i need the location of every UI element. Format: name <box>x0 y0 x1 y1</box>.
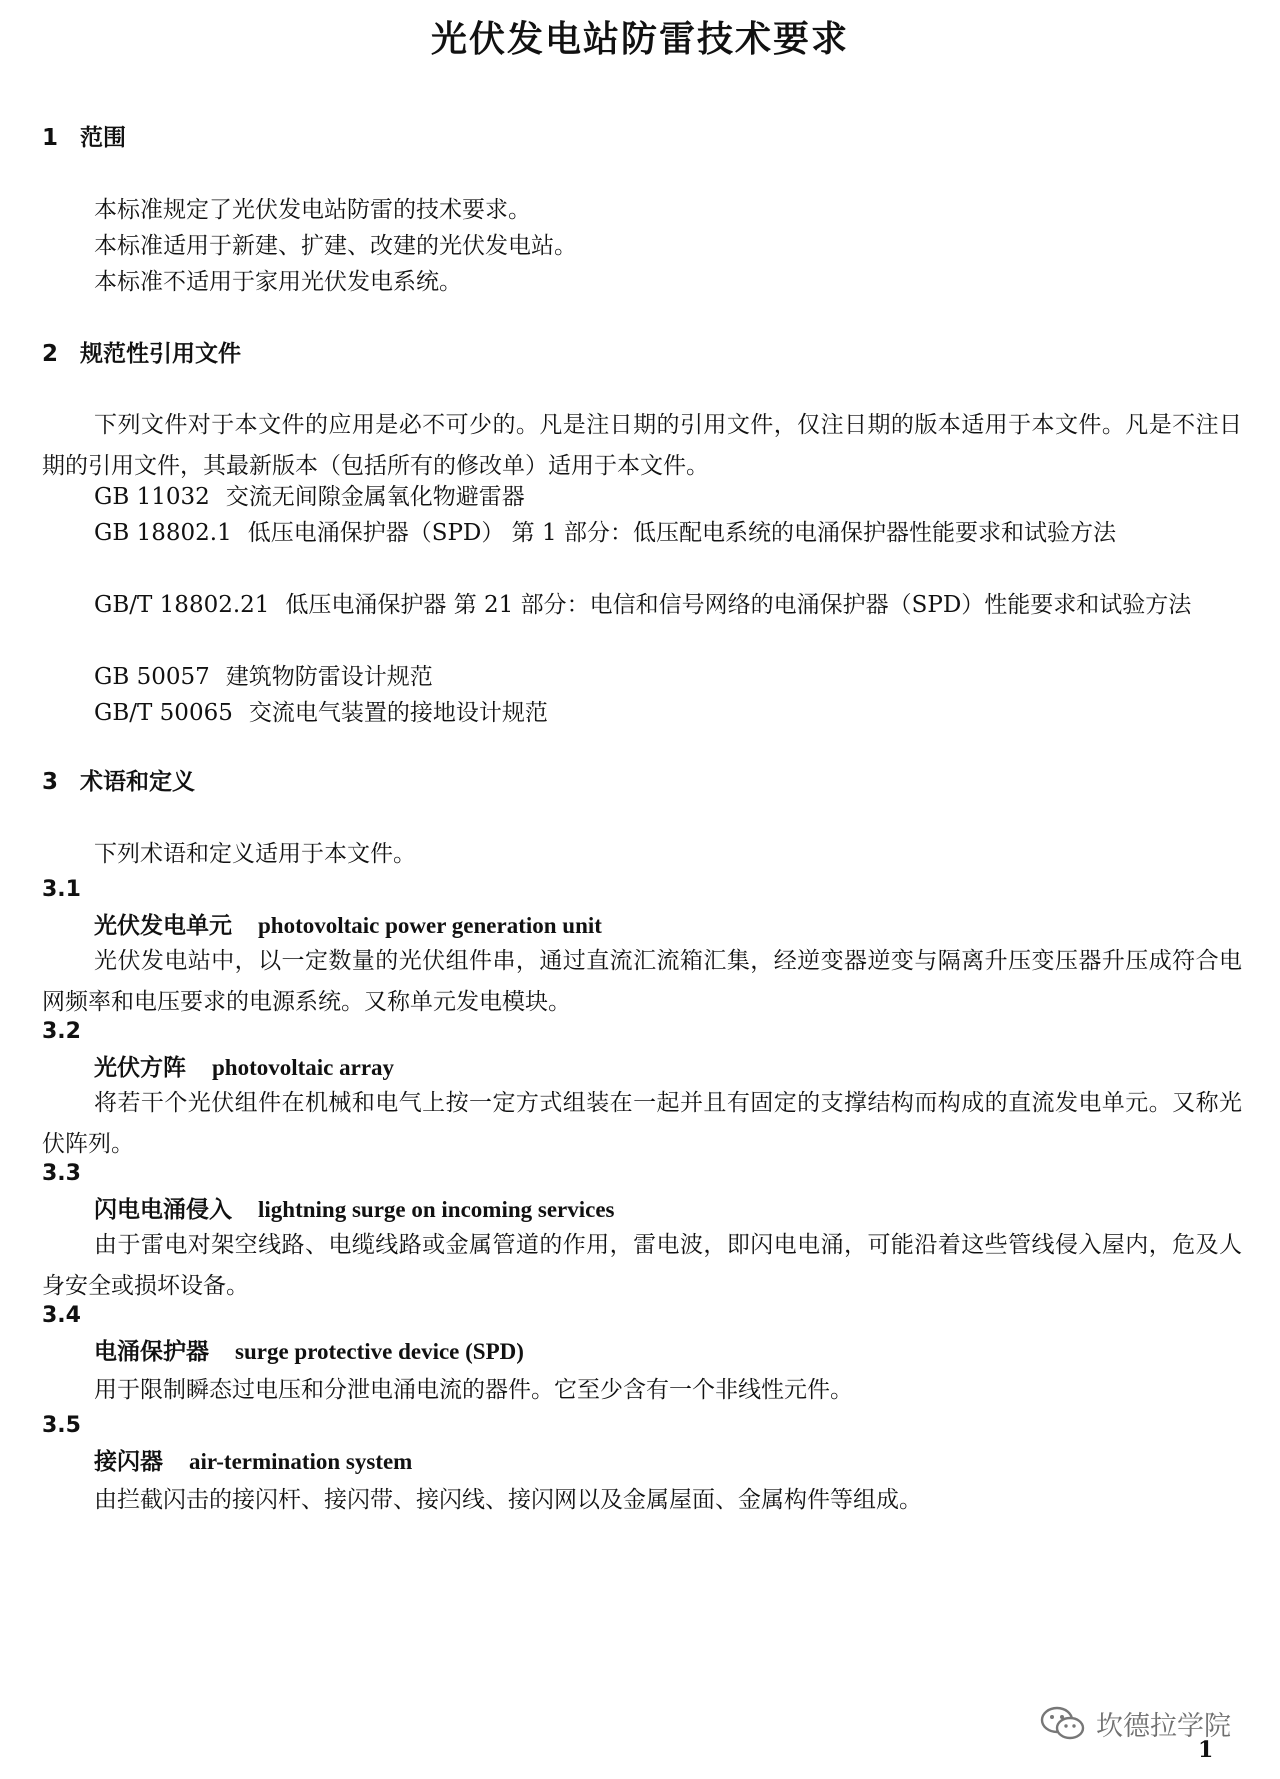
term-name <box>94 1335 524 1369</box>
reference-item <box>42 693 1242 734</box>
term-name-en: lightning surge on incoming services <box>258 1197 615 1222</box>
document-title: 光伏发电站防雷技术要求 <box>430 19 849 60</box>
term-name-zh: 光伏发电单元 <box>94 912 232 939</box>
reference-code: GB/T 50065 <box>94 700 233 726</box>
reference-title: 交流无间隙金属氧化物避雷器 <box>225 484 525 510</box>
reference-item <box>42 477 1242 518</box>
reference-code: GB 50057 <box>94 664 210 690</box>
reference-title: 低压电涌保护器（SPD） 第 1 部分：低压配电系统的电涌保护器性能要求和试验方法 <box>247 520 1116 546</box>
term-name <box>94 1051 394 1085</box>
section-1-line-1: 本标准规定了光伏发电站防雷的技术要求。 <box>94 197 531 223</box>
term-name-zh: 接闪器 <box>94 1448 163 1475</box>
reference-item <box>42 657 1242 698</box>
term-number: 3.2 <box>42 1019 81 1044</box>
term-name-en: photovoltaic array <box>212 1055 395 1080</box>
section-3-intro: 下列术语和定义适用于本文件。 <box>94 841 416 867</box>
section-1-line-2: 本标准适用于新建、扩建、改建的光伏发电站。 <box>94 233 577 259</box>
page-number: 1 <box>1198 1737 1214 1763</box>
section-2-heading <box>42 337 241 371</box>
section-3-heading <box>42 765 195 799</box>
reference-title: 交流电气装置的接地设计规范 <box>248 700 548 726</box>
section-title: 范围 <box>80 125 126 151</box>
section-number: 2 <box>42 341 59 367</box>
term-name-zh: 光伏方阵 <box>94 1054 186 1081</box>
term-name-en: air-termination system <box>189 1449 413 1474</box>
reference-title: 建筑物防雷设计规范 <box>225 664 433 690</box>
term-name-en: photovoltaic power generation unit <box>258 913 602 938</box>
section-1-line-3: 本标准不适用于家用光伏发电系统。 <box>94 269 462 295</box>
section-title: 规范性引用文件 <box>80 341 241 367</box>
term-definition: 光伏发电站中，以一定数量的光伏组件串，通过直流汇流箱汇集，经逆变器逆变与隔离升压变压器升压成符合电网频率和电压要求的电源系统。又称单元发电模块。 <box>42 948 1242 1015</box>
section-2-intro: 下列文件对于本文件的应用是必不可少的。凡是注日期的引用文件，仅注日期的版本适用于本文件。凡是不注日期的引用文件，其最新版本（包括所有的修改单）适用于本文件。 <box>42 412 1242 479</box>
term-number: 3.3 <box>42 1161 81 1186</box>
term-name-zh: 闪电电涌侵入 <box>94 1196 232 1223</box>
reference-item <box>42 513 1242 554</box>
section-number: 3 <box>42 769 59 795</box>
section-number: 1 <box>42 125 59 151</box>
reference-title: 低压电涌保护器 第 21 部分：电信和信号网络的电涌保护器（SPD）性能要求和试验方法 <box>285 592 1192 618</box>
term-name-zh: 电涌保护器 <box>94 1338 209 1365</box>
term-name <box>94 1193 615 1227</box>
term-number: 3.1 <box>42 877 81 902</box>
term-name <box>94 909 602 943</box>
section-1-heading <box>42 121 126 155</box>
term-definition: 由拦截闪击的接闪杆、接闪带、接闪线、接闪网以及金属屋面、金属构件等组成。 <box>94 1487 922 1513</box>
term-number: 3.5 <box>42 1413 81 1438</box>
term-definition: 用于限制瞬态过电压和分泄电涌电流的器件。它至少含有一个非线性元件。 <box>94 1377 853 1403</box>
term-number: 3.4 <box>42 1303 81 1328</box>
reference-code: GB 18802.1 <box>94 520 232 546</box>
term-definition: 将若干个光伏组件在机械和电气上按一定方式组装在一起并且有固定的支撑结构而构成的直流发电单元。又称光伏阵列。 <box>42 1090 1242 1157</box>
reference-code: GB/T 18802.21 <box>94 592 270 618</box>
term-name <box>94 1445 412 1479</box>
wechat-icon <box>1038 1703 1088 1743</box>
watermark-text: 坎德拉学院 <box>1096 1710 1231 1742</box>
section-title: 术语和定义 <box>80 769 195 795</box>
term-name-en: surge protective device (SPD) <box>235 1339 524 1364</box>
term-definition: 由于雷电对架空线路、电缆线路或金属管道的作用，雷电波，即闪电电涌，可能沿着这些管线侵入屋内，危及人身安全或损坏设备。 <box>42 1232 1242 1299</box>
reference-code: GB 11032 <box>94 484 210 510</box>
reference-item <box>42 585 1242 626</box>
